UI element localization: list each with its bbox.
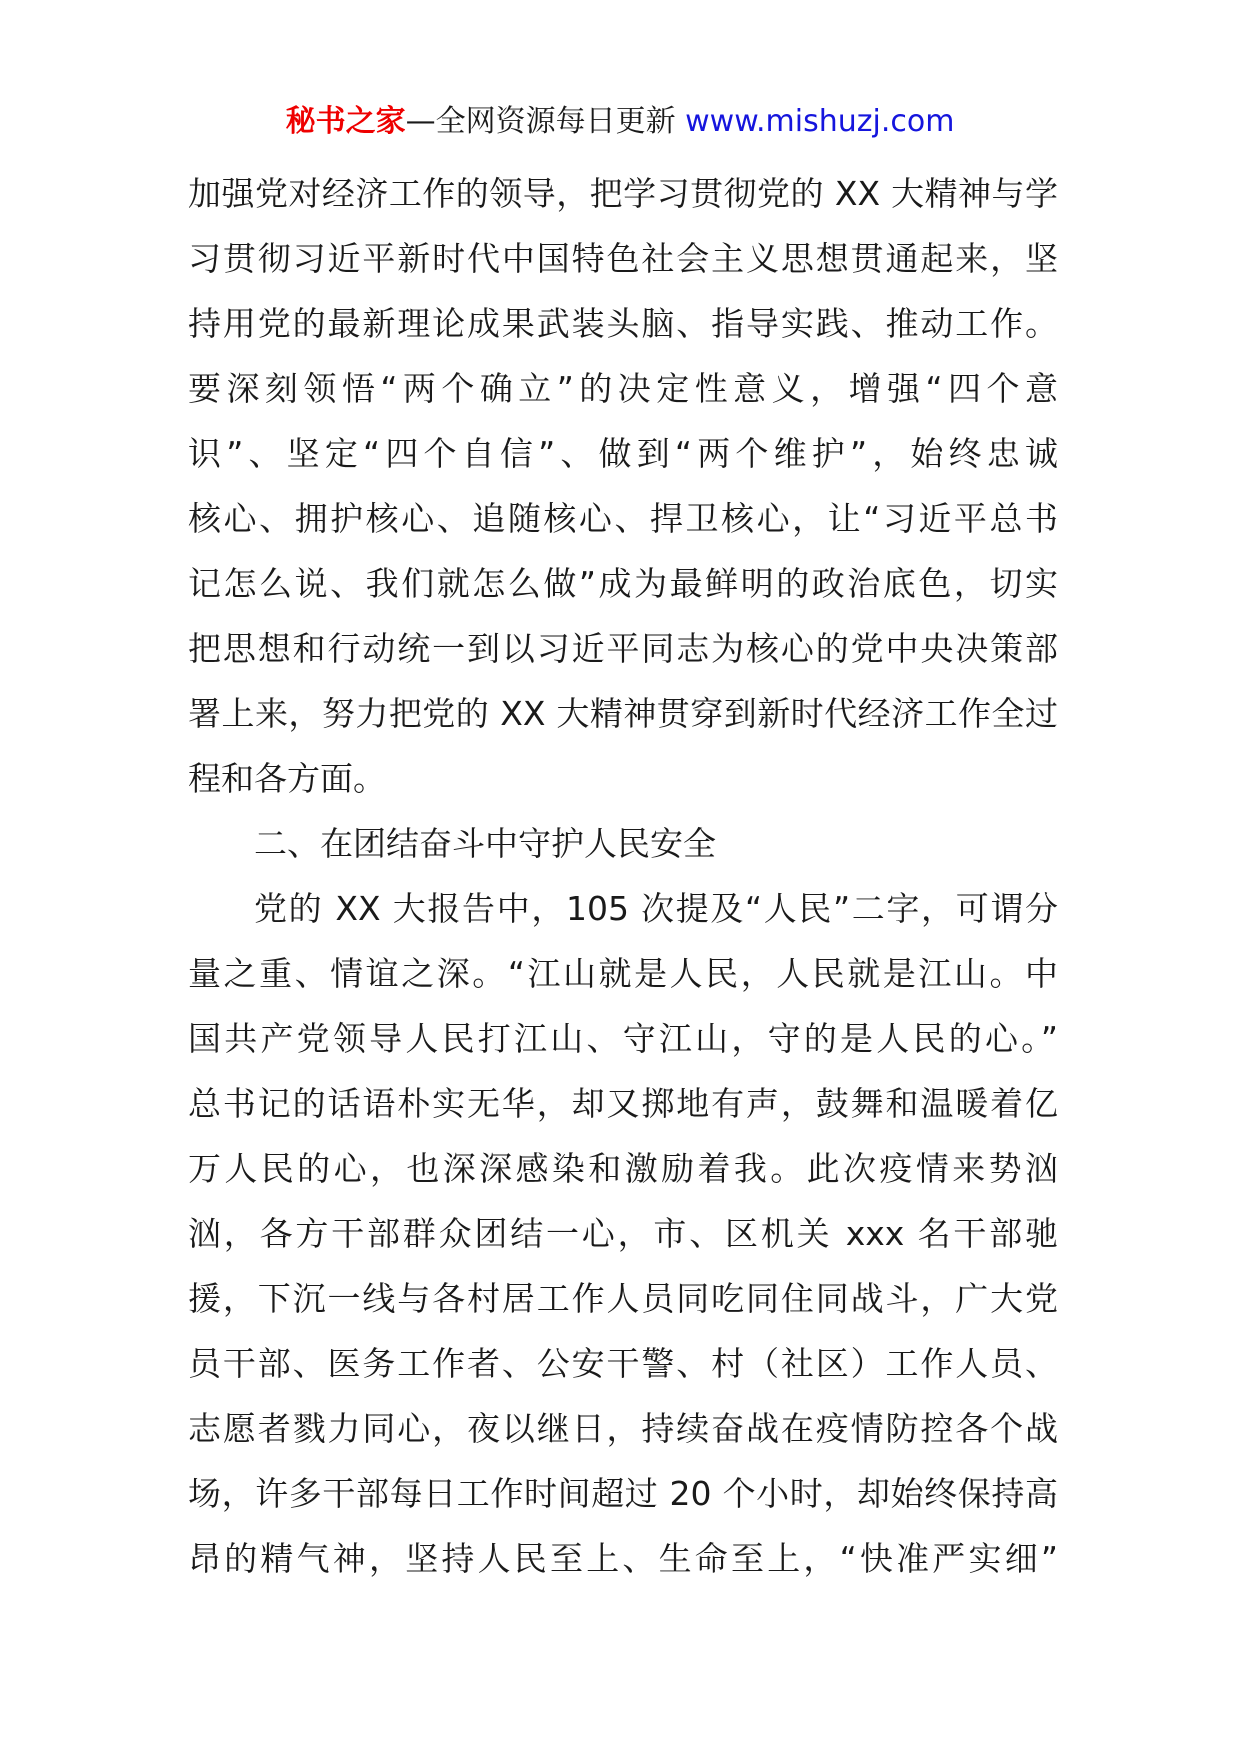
text-line: 总书记的话语朴实无华，却又掷地有声，鼓舞和温暖着亿	[188, 1084, 1058, 1123]
text-line: 昂的精气神，坚持人民至上、生命至上，“快准严实细”	[188, 1539, 1058, 1578]
text-line: 记怎么说、我们就怎么做”成为最鲜明的政治底色，切实	[188, 564, 1058, 603]
text-line: 加强党对经济工作的领导，把学习贯彻党的 XX 大精神与学	[188, 174, 1058, 213]
text-line: 习贯彻习近平新时代中国特色社会主义思想贯通起来，坚	[188, 239, 1058, 278]
text-line: 署上来，努力把党的 XX 大精神贯穿到新时代经济工作全过	[188, 694, 1058, 733]
text-line: 党的 XX 大报告中，105 次提及“人民”二字，可谓分	[254, 889, 1058, 928]
text-line: 要深刻领悟“两个确立”的决定性意义，增强“四个意	[188, 369, 1058, 408]
text-line: 援，下沉一线与各村居工作人员同吃同住同战斗，广大党	[188, 1279, 1058, 1318]
header-slogan: —全网资源每日更新	[405, 104, 676, 139]
text-line: 员干部、医务工作者、公安干警、村（社区）工作人员、	[188, 1344, 1058, 1383]
text-line: 国共产党领导人民打江山、守江山，守的是人民的心。”	[188, 1019, 1058, 1058]
text-line: 程和各方面。	[188, 759, 386, 798]
text-line: 持用党的最新理论成果武装头脑、指导实践、推动工作。	[188, 304, 1058, 343]
text-line: 核心、拥护核心、追随核心、捍卫核心，让“习近平总书	[188, 499, 1058, 538]
text-line: 汹，各方干部群众团结一心，市、区机关 xxx 名干部驰	[188, 1214, 1058, 1253]
text-line: 把思想和行动统一到以习近平同志为核心的党中央决策部	[188, 629, 1058, 668]
text-line: 志愿者戮力同心，夜以继日，持续奋战在疫情防控各个战	[188, 1409, 1058, 1448]
website-link[interactable]: www.mishuzj.com	[685, 104, 955, 139]
brand-name: 秘书之家	[285, 104, 406, 139]
text-line: 量之重、情谊之深。“江山就是人民，人民就是江山。中	[188, 954, 1058, 993]
text-line: 场，许多干部每日工作时间超过 20 个小时，却始终保持高	[188, 1474, 1058, 1513]
document-body	[188, 161, 1058, 1591]
text-line: 识”、坚定“四个自信”、做到“两个维护”，始终忠诚	[188, 434, 1058, 473]
text-line: 万人民的心，也深深感染和激励着我。此次疫情来势汹	[188, 1149, 1058, 1188]
page-header	[0, 102, 1240, 142]
section-heading: 二、在团结奋斗中守护人民安全	[254, 824, 716, 863]
